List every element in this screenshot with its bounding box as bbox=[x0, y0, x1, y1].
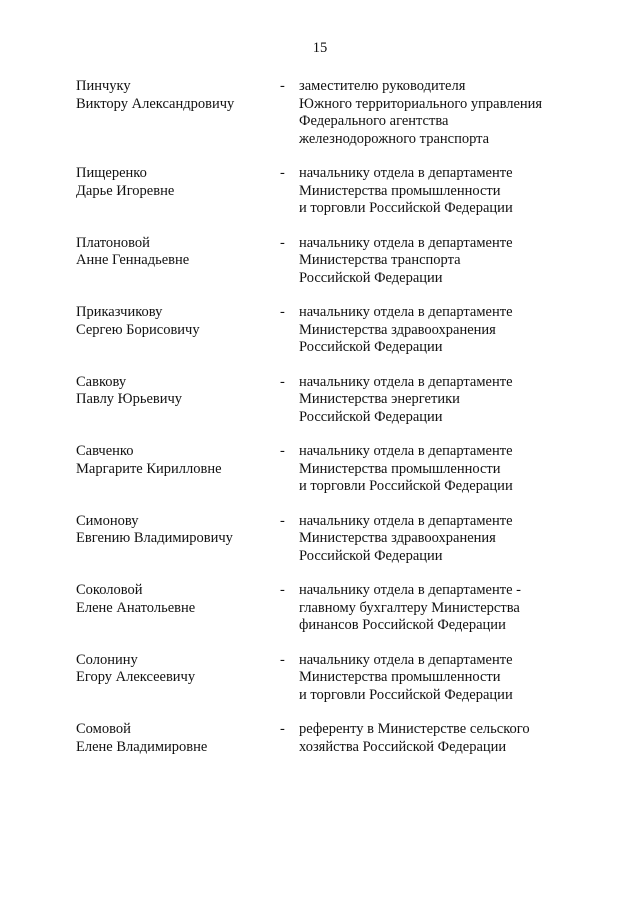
list-item bbox=[76, 165, 576, 218]
position-line: Министерства транспорта bbox=[299, 252, 461, 268]
position-line: референту в Министерстве сельского bbox=[299, 721, 530, 737]
surname: Платоновой bbox=[76, 234, 150, 251]
position-line: и торговли Российской Федерации bbox=[299, 478, 513, 494]
position-title bbox=[299, 582, 576, 635]
position-line: начальнику отдела в департаменте bbox=[299, 512, 513, 529]
list-item bbox=[76, 582, 576, 635]
appointee-list bbox=[76, 78, 576, 773]
position-line: Федерального агентства bbox=[299, 113, 449, 129]
position-title bbox=[299, 443, 576, 496]
list-item bbox=[76, 443, 576, 496]
separator-dash: - bbox=[280, 512, 285, 529]
position-line: начальнику отдела в департаменте bbox=[299, 373, 513, 390]
position-line: Министерства энергетики bbox=[299, 391, 460, 407]
position-title bbox=[299, 165, 576, 218]
list-item bbox=[76, 374, 576, 427]
given-names: Маргарите Кирилловне bbox=[76, 460, 222, 477]
position-line: начальнику отдела в департаменте bbox=[299, 234, 513, 251]
separator-dash: - bbox=[280, 78, 285, 94]
position-title bbox=[299, 652, 576, 705]
given-names: Дарье Игоревне bbox=[76, 182, 175, 199]
given-names: Павлу Юрьевичу bbox=[76, 391, 183, 407]
position-title bbox=[299, 78, 576, 148]
position-line: начальнику отдела в департаменте - bbox=[299, 582, 521, 598]
position-line: начальнику отдела в департаменте bbox=[299, 304, 513, 320]
person-name bbox=[76, 165, 280, 218]
separator-dash: - bbox=[280, 373, 285, 390]
person-name bbox=[76, 304, 280, 357]
given-names: Анне Геннадьевне bbox=[76, 252, 190, 268]
separator-dash: - bbox=[280, 234, 285, 251]
surname: Соколовой bbox=[76, 582, 143, 598]
surname: Приказчикову bbox=[76, 304, 163, 320]
position-line: Южного территориального управления bbox=[299, 95, 543, 112]
person-name bbox=[76, 652, 280, 705]
position-line: начальнику отдела в департаменте bbox=[299, 651, 513, 668]
separator-dash: - bbox=[280, 165, 285, 181]
position-title bbox=[299, 721, 576, 756]
position-line: и торговли Российской Федерации bbox=[299, 686, 513, 703]
position-line: Министерства здравоохранения bbox=[299, 530, 496, 546]
surname: Симонову bbox=[76, 512, 139, 529]
person-name bbox=[76, 235, 280, 288]
separator-dash: - bbox=[280, 443, 285, 459]
separator-dash: - bbox=[280, 651, 285, 668]
given-names: Елене Анатольевне bbox=[76, 599, 196, 616]
position-line: начальнику отдела в департаменте bbox=[299, 443, 513, 459]
page-number: 15 bbox=[312, 40, 328, 56]
surname: Савкову bbox=[76, 373, 127, 390]
position-title bbox=[299, 304, 576, 357]
separator-dash: - bbox=[280, 582, 285, 598]
position-line: главному бухгалтеру Министерства bbox=[299, 599, 520, 616]
position-line: Российской Федерации bbox=[299, 408, 443, 425]
person-name bbox=[76, 582, 280, 635]
separator-dash: - bbox=[280, 304, 285, 320]
position-line: Министерства промышленности bbox=[299, 182, 501, 199]
position-title bbox=[299, 513, 576, 566]
position-line: Российской Федерации bbox=[299, 339, 443, 355]
position-line: Министерства здравоохранения bbox=[299, 321, 496, 338]
surname: Солонину bbox=[76, 651, 138, 668]
given-names: Виктору Александровичу bbox=[76, 95, 235, 112]
given-names: Егору Алексеевичу bbox=[76, 669, 196, 685]
position-line: Российской Федерации bbox=[299, 269, 443, 286]
given-names: Елене Владимировне bbox=[76, 738, 208, 755]
list-item bbox=[76, 78, 576, 148]
position-line: Российской Федерации bbox=[299, 547, 443, 564]
person-name bbox=[76, 78, 280, 148]
surname: Пинчуку bbox=[76, 78, 131, 94]
given-names: Евгению Владимировичу bbox=[76, 530, 233, 546]
position-line: и торговли Российской Федерации bbox=[299, 200, 513, 216]
person-name bbox=[76, 721, 280, 756]
position-line: заместителю руководителя bbox=[299, 78, 466, 94]
list-item bbox=[76, 235, 576, 288]
surname: Сомовой bbox=[76, 721, 131, 737]
list-item bbox=[76, 721, 576, 756]
surname: Пищеренко bbox=[76, 165, 147, 181]
position-title bbox=[299, 235, 576, 288]
position-line: железнодорожного транспорта bbox=[299, 130, 490, 147]
position-line: начальнику отдела в департаменте bbox=[299, 165, 513, 181]
position-line: Министерства промышленности bbox=[299, 669, 501, 685]
list-item bbox=[76, 513, 576, 566]
list-item bbox=[76, 652, 576, 705]
separator-dash: - bbox=[280, 721, 285, 737]
position-title bbox=[299, 374, 576, 427]
person-name bbox=[76, 374, 280, 427]
given-names: Сергею Борисовичу bbox=[76, 321, 200, 338]
position-line: Министерства промышленности bbox=[299, 460, 501, 477]
position-line: финансов Российской Федерации bbox=[299, 617, 506, 633]
surname: Савченко bbox=[76, 443, 134, 459]
list-item bbox=[76, 304, 576, 357]
person-name bbox=[76, 443, 280, 496]
person-name bbox=[76, 513, 280, 566]
position-line: хозяйства Российской Федерации bbox=[299, 738, 507, 755]
